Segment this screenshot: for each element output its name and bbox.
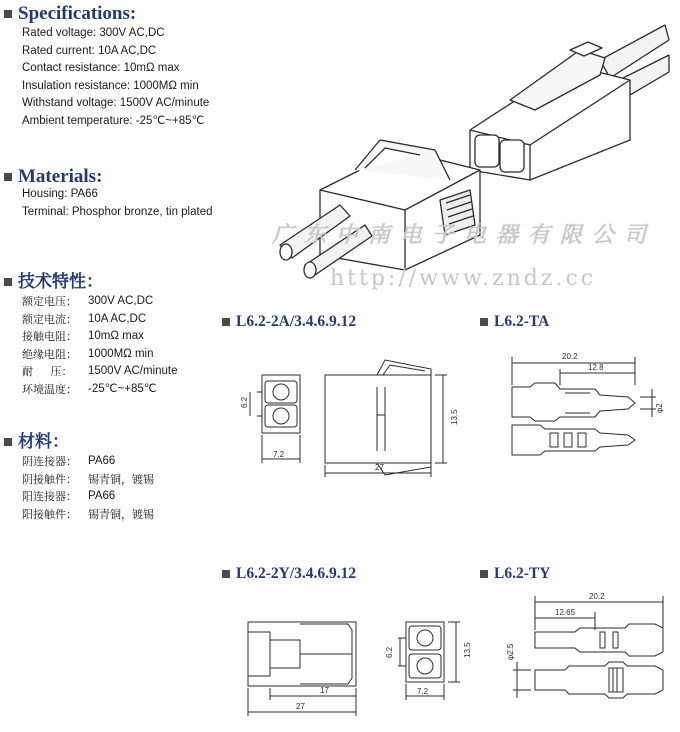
materials-list: [22, 186, 213, 221]
dim-y-inner: 17: [320, 686, 329, 695]
drawing-l62-ta: [500, 345, 680, 460]
bullet-square-icon: [222, 570, 230, 578]
drawing-l62-ty: [505, 590, 680, 715]
bullet-square-icon: [4, 10, 12, 18]
specifications-list: [22, 25, 209, 130]
material-cn-row: [22, 488, 154, 506]
bullet-square-icon: [4, 173, 12, 181]
tech-cn-value: 1500V AC/minute: [88, 365, 178, 377]
model-l62-2a-heading: [222, 313, 356, 331]
spec-line: Withstand voltage: 1500V AC/minute: [22, 97, 210, 109]
tech-cn-row: [22, 293, 178, 311]
tech-cn-value: -25℃~+85℃: [88, 382, 157, 395]
material-cn-list: [22, 453, 154, 523]
specifications-title: Specifications:: [18, 3, 137, 24]
tech-cn-heading: [4, 272, 103, 292]
tech-cn-title: 技术特性：: [18, 272, 103, 292]
tech-cn-key: 额定电流：: [22, 312, 77, 326]
material-cn-value: PA66: [88, 455, 116, 467]
url-watermark: http://www.zndz.cc: [330, 266, 597, 291]
bullet-square-icon: [222, 318, 230, 326]
model-label: L6.2-TY: [494, 565, 551, 582]
dim-ty-total: 20.2: [589, 592, 605, 601]
material-cn-key: 阳连接器：: [22, 490, 77, 503]
company-watermark: 广东中南电子电器有限公司: [272, 222, 657, 248]
tech-cn-key: 环境温度：: [22, 382, 77, 396]
tech-cn-key: 绝缘电阻：: [22, 347, 77, 361]
material-cn-row: [22, 506, 154, 524]
material-cn-value: 锡青铜，镀锡: [88, 507, 154, 521]
material-cn-value: 锡青铜，镀锡: [88, 472, 154, 486]
dim-ty-dia: φ2.5: [506, 643, 515, 660]
model-l62-ty-heading: [480, 565, 550, 583]
dim-ta-dia: φ2: [655, 403, 664, 413]
model-label: L6.2-TA: [494, 313, 550, 330]
tech-cn-row: [22, 328, 178, 346]
bullet-square-icon: [480, 570, 488, 578]
material-line: Housing: PA66: [22, 188, 98, 200]
model-l62-ta-heading: [480, 313, 549, 331]
bullet-square-icon: [4, 438, 12, 446]
tech-cn-key: 额定电压：: [22, 295, 77, 308]
materials-heading: [4, 167, 102, 187]
dim-ta-part: 12.8: [588, 363, 604, 372]
tech-cn-row: [22, 363, 178, 381]
tech-cn-key: 接触电阻：: [22, 330, 77, 343]
material-cn-key: 阳接触件：: [22, 507, 77, 521]
tech-cn-value: 1000MΩ min: [88, 347, 154, 360]
bullet-square-icon: [4, 278, 12, 286]
material-cn-title: 材料：: [18, 432, 69, 452]
material-cn-row: [22, 471, 154, 489]
spec-line: Rated voltage: 300V AC,DC: [22, 27, 165, 39]
spec-line: Rated current: 10A AC,DC: [22, 44, 157, 57]
tech-cn-row: [22, 346, 178, 364]
material-cn-value: PA66: [88, 490, 116, 502]
drawing-l62-2a: [225, 355, 465, 480]
material-cn-heading: [4, 432, 69, 452]
bullet-square-icon: [480, 318, 488, 326]
materials-title: Materials:: [18, 166, 103, 187]
tech-cn-row: [22, 311, 178, 329]
dim-ta-total: 20.2: [562, 352, 578, 361]
tech-cn-key: 耐 压：: [22, 365, 73, 378]
tech-cn-value: 10mΩ max: [88, 330, 144, 342]
material-cn-key: 阴接触件：: [22, 472, 77, 486]
model-label: L6.2-2Y/3.4.6.9.12: [236, 565, 357, 582]
dim-y-width: 7.2: [417, 687, 429, 696]
spec-line: Ambient temperature: -25℃~+85℃: [22, 114, 205, 127]
dim-y-height: 13.5: [463, 642, 472, 658]
dim-y-length: 27: [296, 702, 305, 711]
spec-line: Contact resistance: 10mΩ max: [22, 62, 180, 74]
dim-a-width: 7.2: [273, 450, 285, 459]
material-cn-key: 阴连接器：: [22, 455, 77, 468]
material-line: Terminal: Phosphor bronze, tin plated: [22, 205, 213, 218]
dim-ty-part: 12.65: [555, 608, 576, 617]
material-cn-row: [22, 453, 154, 471]
model-l62-2y-heading: [222, 565, 356, 583]
tech-cn-row: [22, 381, 178, 399]
specifications-heading: [4, 4, 136, 24]
dim-a-height: 13.5: [450, 409, 459, 425]
dim-y-pitch: 6.2: [385, 646, 394, 658]
model-label: L6.2-2A/3.4.6.9.12: [236, 313, 357, 330]
tech-cn-value: 300V AC,DC: [88, 295, 154, 307]
tech-cn-list: [22, 293, 178, 398]
dim-a-pitch: 6.2: [240, 396, 249, 408]
tech-cn-value: 10A AC,DC: [88, 312, 147, 325]
dim-a-length: 27: [375, 463, 384, 472]
drawing-l62-2y: [240, 600, 480, 725]
spec-line: Insulation resistance: 1000MΩ min: [22, 79, 199, 92]
